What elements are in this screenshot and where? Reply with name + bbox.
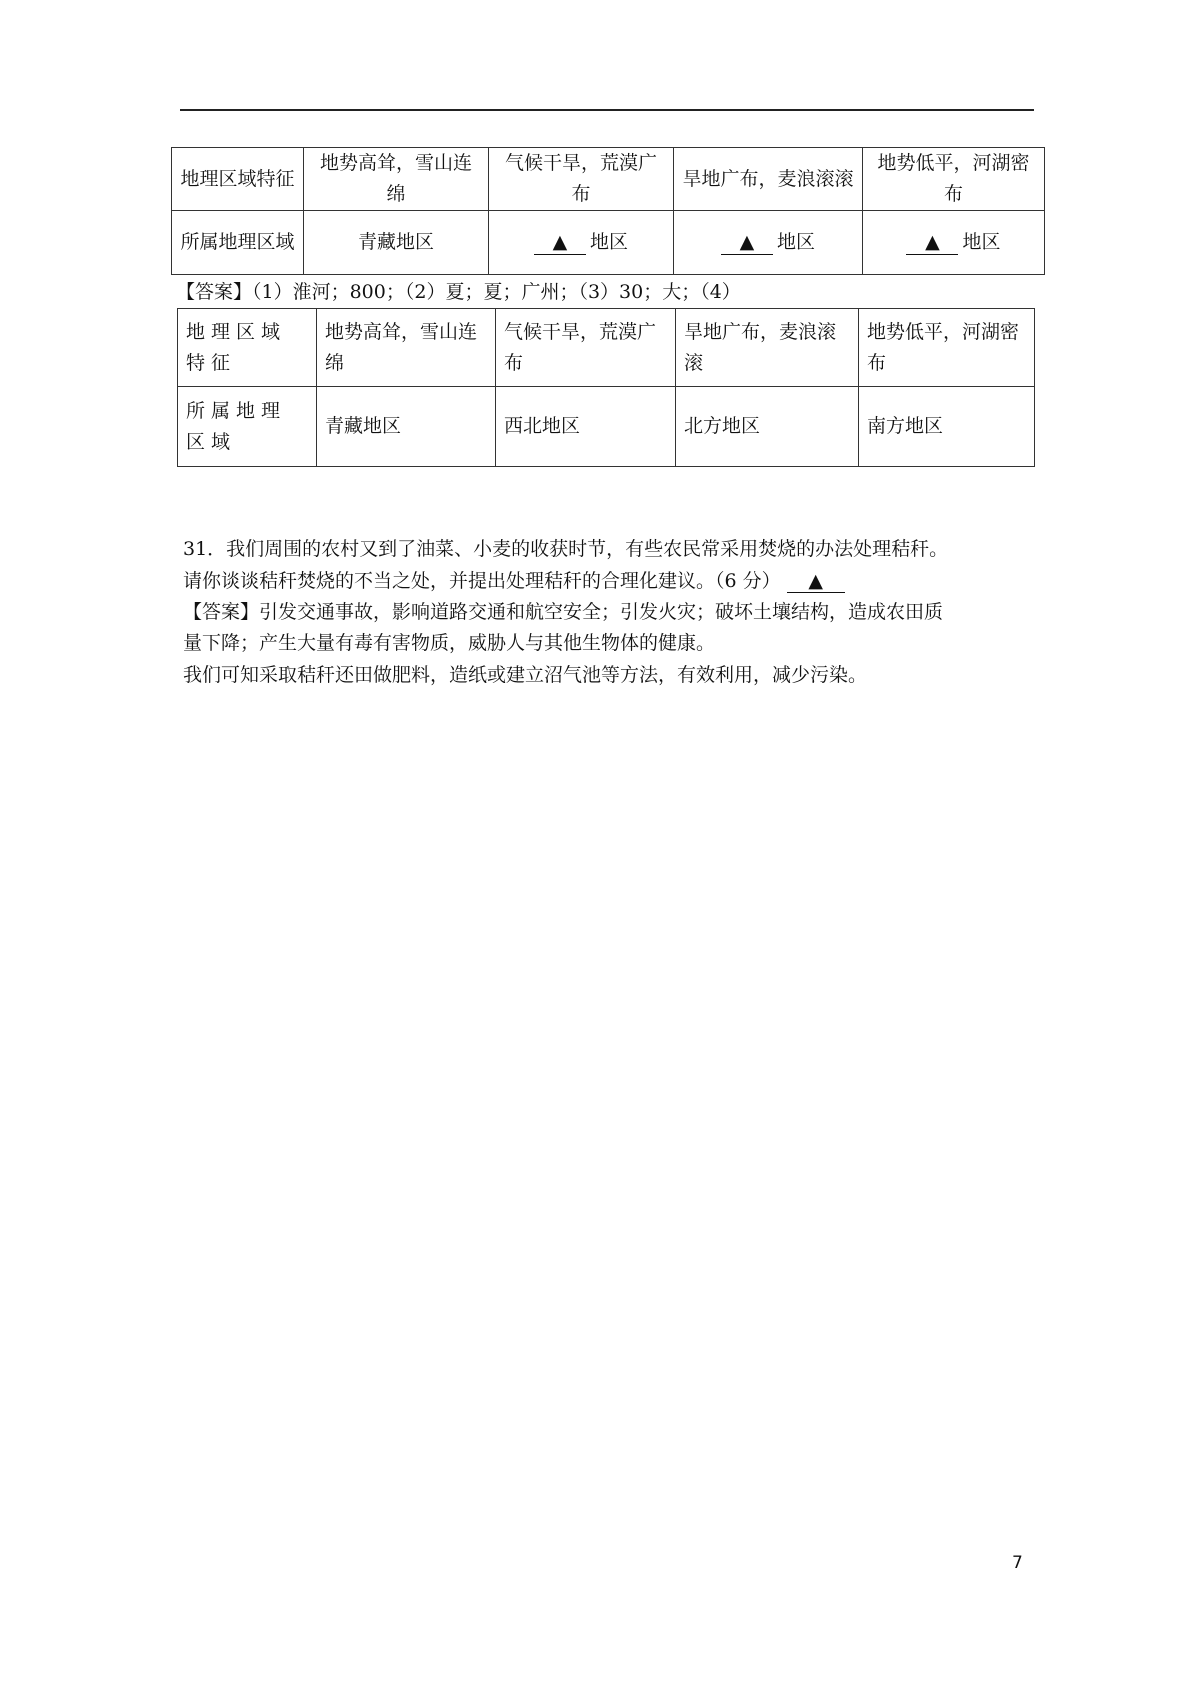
answer-table-cell: 北方地区 xyxy=(676,387,859,467)
answer-table-row-regions xyxy=(178,387,1035,467)
answer-blank: ▲ xyxy=(906,230,958,255)
answer-table-row-features xyxy=(178,309,1035,387)
question-table-cell: 青藏地区 xyxy=(304,211,489,275)
answer-table xyxy=(177,308,1035,467)
question-table-cell: 地势高耸，雪山连绵 xyxy=(304,148,489,211)
question-31-answer-line-1: 【答案】引发交通事故，影响道路交通和航空安全；引发火灾；破坏土壤结构，造成农田质 xyxy=(183,601,944,623)
answer-table-cell: 地理区域特征 xyxy=(178,309,317,387)
question-table-blank-cell xyxy=(863,211,1045,275)
page-number: 7 xyxy=(1012,1553,1023,1573)
question-table-row-features xyxy=(172,148,1045,211)
answer-table-cell: 青藏地区 xyxy=(317,387,496,467)
question-table-cell: 所属地理区域 xyxy=(172,211,304,275)
answer-table-cell: 旱地广布，麦浪滚滚 xyxy=(676,309,859,387)
answer-table-cell: 地势低平，河湖密布 xyxy=(859,309,1035,387)
answer-table-cell: 所属地理区域 xyxy=(178,387,317,467)
question-table-cell: 地势低平，河湖密布 xyxy=(863,148,1045,211)
blank-suffix: 地区 xyxy=(962,231,1001,253)
question-table-cell: 气候干旱，荒漠广布 xyxy=(489,148,674,211)
question-table xyxy=(171,147,1045,275)
blank-suffix: 地区 xyxy=(776,231,815,253)
question-31-answer-line-2: 量下降；产生大量有毒有害物质，威胁人与其他生物体的健康。 xyxy=(183,632,716,654)
question-table-blank-cell xyxy=(489,211,674,275)
question-table-blank-cell xyxy=(674,211,863,275)
question-table-cell: 地理区域特征 xyxy=(172,148,304,211)
question-31-answer-line-3: 我们可知采取秸秆还田做肥料，造纸或建立沼气池等方法，有效利用，减少污染。 xyxy=(183,664,868,686)
answer-prefix: 【答案】（1）淮河；800；（2）夏；夏；广州；（3）30；大；（4） xyxy=(176,281,741,303)
question-table-row-regions xyxy=(172,211,1045,275)
header-rule xyxy=(180,109,1034,111)
question-31-line-2 xyxy=(183,566,845,596)
answer-table-cell: 西北地区 xyxy=(496,387,676,467)
answer-table-cell: 地势高耸，雪山连绵 xyxy=(317,309,496,387)
question-31-line-1: 31．我们周围的农村又到了油菜、小麦的收获时节，有些农民常采用焚烧的办法处理秸秆。 xyxy=(183,538,949,560)
answer-blank: ▲ xyxy=(721,230,773,255)
answer-table-cell: 气候干旱，荒漠广布 xyxy=(496,309,676,387)
answer-blank: ▲ xyxy=(534,230,586,255)
answer-blank: ▲ xyxy=(787,570,845,593)
blank-suffix: 地区 xyxy=(589,231,628,253)
question-31-line-2-text: 请你谈谈秸秆焚烧的不当之处，并提出处理秸秆的合理化建议。（6 分） xyxy=(183,570,781,592)
answer-table-cell: 南方地区 xyxy=(859,387,1035,467)
question-table-cell: 旱地广布，麦浪滚滚 xyxy=(674,148,863,211)
